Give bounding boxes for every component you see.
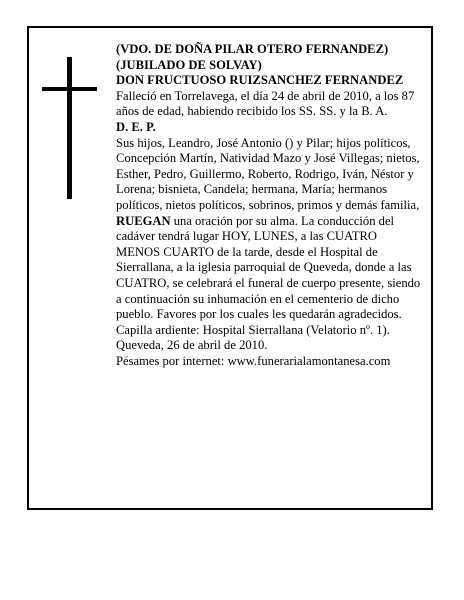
ruegan-label: RUEGAN	[116, 213, 171, 228]
place-date: Queveda, 26 de abril de 2010.	[116, 338, 268, 353]
ruegan-text: una oración por su alma. La conducción del cadáver tendrá lugar HOY, LUNES, a las CUATRO MENOS CUARTO de la tarde, desde el Hospital de Sierrallana, a la iglesia parroquial de Queveda, donde a las CUATRO, se celebrará el funeral de cuerpo presente, siendo a continuación su inhumación en el cementerio de dicho pueblo. Favores por los cuales les quedarán agradecidos. Capilla ardiente: Hospital Sierrallana (Velatorio nº. 1).	[116, 213, 421, 337]
death-statement: Falleció en Torrelavega, el día 24 de abril de 2010, a los 87 años de edad, habiendo recibido los SS. SS. y la B. A.	[116, 88, 415, 119]
heading-retired: (JUBILADO DE SOLVAY)	[116, 57, 262, 72]
cross-icon-horizontal-bar	[42, 87, 97, 91]
family-list: Sus hijos, Leandro, José Antonio () y Pilar; hijos políticos, Concepción Martín, Natividad Mazo y José Villegas; nietos, Esther, Pedro, Guillermo, Roberto, Rodrigo, Iván, Néstor y Lorena; bisnieta, Candela; hermana, María; hermanos políticos, nietos políticos, sobrinos, primos y demás familia,	[116, 135, 420, 212]
heading-widower: (VDO. DE DOÑA PILAR OTERO FERNANDEZ)	[116, 42, 389, 56]
rip-line: D. E. P.	[116, 119, 156, 134]
obituary-text	[116, 42, 421, 369]
deceased-name: DON FRUCTUOSO RUIZSANCHEZ FERNANDEZ	[116, 73, 404, 88]
funeral-details	[116, 214, 421, 339]
obituary-notice	[27, 26, 433, 510]
cross-icon-vertical-bar	[67, 57, 72, 199]
condolences-line: Pésames por internet: www.funerarialamontanesa.com	[116, 353, 391, 368]
